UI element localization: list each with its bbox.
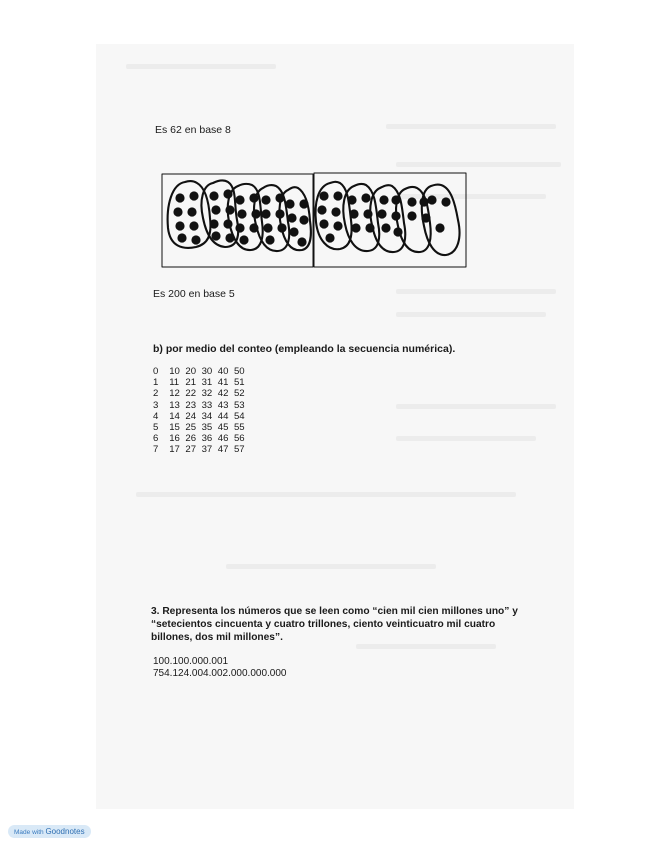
dot: [285, 199, 294, 208]
table-cell: 4: [153, 410, 159, 422]
table-cell: 51: [233, 377, 245, 389]
base-5-result: Es 200 en base 5: [153, 288, 235, 300]
table-cell: 6: [153, 433, 159, 445]
watermark-prefix: Made with: [14, 829, 44, 836]
dot: [299, 199, 308, 208]
question-3-line-3: billones, dos mil millones”.: [151, 632, 283, 644]
dot: [407, 211, 416, 220]
dot: [211, 231, 220, 240]
dot: [223, 189, 232, 198]
answer-1: 100.100.000.001: [153, 656, 229, 667]
dot: [275, 209, 284, 218]
table-cell: 31: [201, 377, 213, 389]
question-3-line-1: 3. Representa los números que se leen como “cien mil cien millones uno” y: [151, 606, 518, 617]
table-cell: 55: [233, 421, 245, 433]
table-cell: 2: [153, 388, 159, 400]
question-3: [151, 605, 518, 645]
dot: [211, 205, 220, 214]
dot: [275, 193, 284, 202]
watermark-brand: Goodnotes: [45, 827, 85, 836]
dot: [289, 227, 298, 236]
table-cell: 34: [201, 410, 213, 422]
table-cell: 11: [169, 377, 180, 389]
dot: [261, 209, 270, 218]
dot: [419, 197, 428, 206]
dot: [287, 213, 296, 222]
dot: [379, 195, 388, 204]
dot: [325, 233, 334, 242]
dot: [225, 205, 234, 214]
table-cell: 56: [233, 433, 245, 445]
table-cell: 22: [185, 388, 197, 400]
dot: [349, 209, 358, 218]
dot: [237, 209, 246, 218]
dot: [239, 235, 248, 244]
table-cell: 14: [169, 410, 180, 422]
base-8-result: Es 62 en base 8: [155, 124, 231, 136]
dot: [175, 221, 184, 230]
dot: [407, 197, 416, 206]
dot: [209, 219, 218, 228]
table-cell: 0: [153, 366, 159, 377]
dot: [251, 209, 260, 218]
table-cell: 32: [201, 388, 213, 400]
dot: [209, 191, 218, 200]
dot: [441, 197, 450, 206]
dot: [365, 223, 374, 232]
dot: [347, 195, 356, 204]
dot: [175, 193, 184, 202]
table-cell: 46: [217, 433, 229, 445]
table-cell: 33: [201, 399, 213, 411]
dot: [173, 207, 182, 216]
dot: [391, 211, 400, 220]
dot: [333, 191, 342, 200]
table-cell: 17: [169, 444, 180, 456]
table-cell: 25: [185, 421, 197, 433]
table-cell: 20: [185, 366, 197, 377]
table-cell: 1: [153, 377, 159, 389]
dot: [333, 221, 342, 230]
dot: [223, 219, 232, 228]
table-cell: 23: [185, 399, 197, 411]
table-cell: 3: [153, 399, 159, 411]
table-cell: 47: [217, 444, 229, 456]
dot: [391, 195, 400, 204]
dot: [363, 209, 372, 218]
table-cell: 7: [153, 444, 159, 456]
table-cell: 37: [201, 444, 213, 456]
table-cell: 44: [217, 410, 229, 422]
table-cell: 24: [185, 410, 197, 422]
dot: [317, 205, 326, 214]
dot: [331, 207, 340, 216]
answer-2: 754.124.004.002.000.000.000: [153, 668, 287, 679]
dot: [249, 223, 258, 232]
table-cell: 21: [185, 377, 197, 389]
dot: [435, 223, 444, 232]
table-cell: 40: [217, 366, 229, 377]
dot: [297, 237, 306, 246]
dot: [361, 193, 370, 202]
table-cell: 15: [169, 421, 180, 433]
dot: [249, 193, 258, 202]
dot: [381, 223, 390, 232]
dot: [319, 191, 328, 200]
table-cell: 42: [217, 388, 229, 400]
dot: [189, 221, 198, 230]
table-cell: 27: [185, 444, 197, 456]
dot: [393, 227, 402, 236]
dot: [351, 223, 360, 232]
dot: [225, 233, 234, 242]
table-cell: 16: [169, 433, 180, 445]
table-cell: 52: [233, 388, 245, 400]
table-cell: 10: [169, 366, 180, 377]
dot: [177, 233, 186, 242]
question-3-line-2: “setecientos cincuenta y cuatro trillones, ciento veinticuatro mil cuatro: [151, 619, 496, 631]
table-cell: 36: [201, 433, 213, 445]
table-cell: 53: [233, 399, 245, 411]
dot: [263, 223, 272, 232]
dot: [421, 213, 430, 222]
dot: [235, 195, 244, 204]
table-cell: 13: [169, 399, 180, 411]
dot: [277, 223, 286, 232]
dot: [191, 235, 200, 244]
dot: [265, 235, 274, 244]
table-cell: 57: [233, 444, 245, 456]
table-cell: 43: [217, 399, 229, 411]
dot: [377, 209, 386, 218]
dot: [261, 195, 270, 204]
dot: [299, 215, 308, 224]
counting-sequence-table: [153, 366, 250, 456]
table-cell: 5: [153, 421, 159, 433]
table-cell: 30: [201, 366, 213, 377]
dot: [427, 195, 436, 204]
table-cell: 35: [201, 421, 213, 433]
table-cell: 45: [217, 421, 229, 433]
dot: [187, 207, 196, 216]
dot: [235, 223, 244, 232]
table-cell: 41: [217, 377, 229, 389]
dot: [319, 219, 328, 228]
section-b-heading: b) por medio del conteo (empleando la secuencia numérica).: [153, 343, 456, 355]
dot: [189, 191, 198, 200]
table-cell: 26: [185, 433, 197, 445]
table-cell: 54: [233, 410, 245, 422]
goodnotes-watermark: [8, 825, 91, 838]
table-cell: 50: [233, 366, 245, 377]
table-cell: 12: [169, 388, 180, 400]
question-3-answers: [153, 656, 286, 680]
